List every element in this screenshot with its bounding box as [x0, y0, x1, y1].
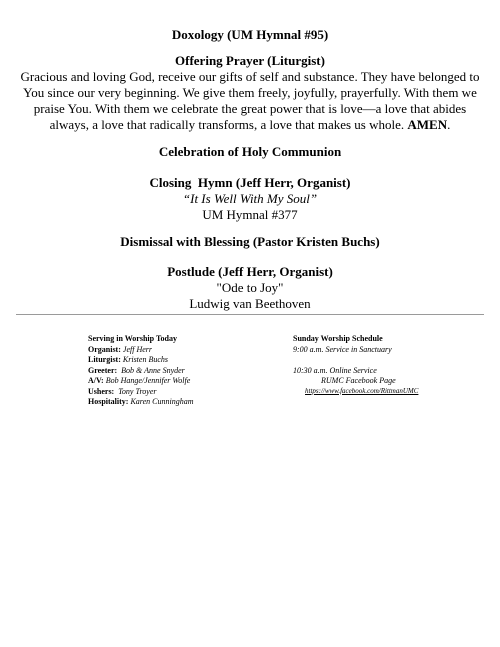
doxology-heading: Doxology (UM Hymnal #95) — [171, 27, 329, 42]
serving-row: Ushers: Tony Troyer — [88, 386, 157, 396]
offering-prayer-text: Gracious and loving God, receive our gifts of self and substance. They have belonged to You since our very beginning. We give them freely, joyfully, prayerfully. With them we praise You. With them we celebrate the great power that is love—a love that abides always, a love that radically transforms, a love that makes us whole. — [20, 69, 480, 132]
closing-hymn-title: “It Is Well With My Soul” — [182, 191, 318, 206]
offering-heading: Offering Prayer (Liturgist) — [175, 53, 325, 68]
divider — [16, 314, 484, 315]
serving-heading: Serving in Worship Today — [88, 334, 177, 343]
schedule-facebook-page: RUMC Facebook Page — [321, 376, 396, 385]
serving-row: Organist: Jeff Herr — [88, 344, 152, 354]
dismissal-section — [0, 234, 500, 250]
facebook-link[interactable]: https://www.facebook.com/RittmanUMC — [305, 386, 419, 395]
closing-hymn-section — [0, 175, 500, 223]
schedule-column — [293, 334, 488, 395]
serving-column — [88, 334, 278, 408]
closing-hymn-number: UM Hymnal #377 — [202, 207, 298, 222]
serving-row: Hospitality: Karen Cunningham — [88, 397, 194, 406]
schedule-service-1: 9:00 a.m. Service in Sanctuary — [293, 344, 392, 354]
postlude-section — [0, 264, 500, 312]
schedule-service-2: 10:30 a.m. Online Service — [293, 365, 377, 375]
postlude-composer: Ludwig van Beethoven — [189, 296, 311, 311]
offering-prayer: Gracious and loving God, receive our gifts of self and substance. They have belonged to You since our very beginning. We give them freely, joyfully, prayerfully. With them we praise You. With them we celebrate the great power that is love—a love that abides always, a love that radically transforms, a love that makes us whole. AMEN. — [20, 69, 480, 132]
amen-text: AMEN — [407, 117, 448, 132]
offering-heading-wrap — [0, 53, 500, 69]
dismissal-heading: Dismissal with Blessing (Pastor Kristen Buchs) — [120, 234, 380, 249]
communion-heading: Celebration of Holy Communion — [158, 144, 342, 159]
serving-row: A/V: Bob Hange/Jennifer Wolfe — [88, 376, 191, 385]
postlude-song: "Ode to Joy" — [216, 280, 284, 295]
serving-row: Greeter: Bob & Anne Snyder — [88, 365, 185, 375]
serving-row: Liturgist: Kristen Buchs — [88, 355, 168, 364]
postlude-heading: Postlude (Jeff Herr, Organist) — [167, 264, 333, 279]
schedule-heading: Sunday Worship Schedule — [293, 334, 383, 343]
communion-section — [0, 144, 500, 160]
doxology-section — [0, 27, 500, 43]
closing-hymn-heading: Closing Hymn (Jeff Herr, Organist) — [149, 175, 351, 190]
